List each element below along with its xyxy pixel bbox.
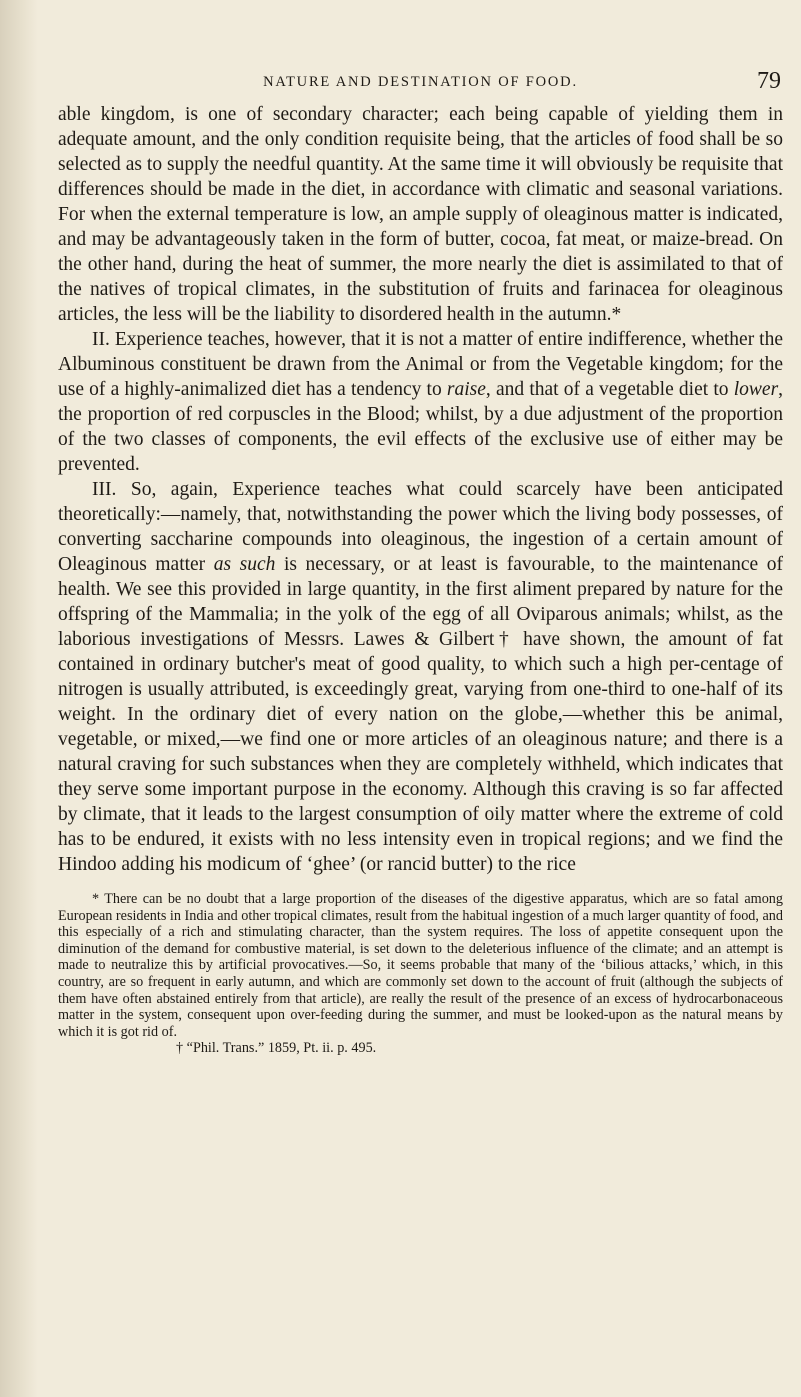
paragraph-2-text-a: Experience teaches, however, that it is not a matter of entire indifference, whether the Albuminous constituent be drawn from the Animal or from the Vegetable kingdom; for the use of a highly-animalized diet has a tendency to [58,329,783,400]
body-text [58,102,783,877]
paragraph-3-text-a: So, again, Experience teaches what could scarcely have been anticipated theoretically:—namely, that, notwithstanding the power which the living body possesses, of converting saccharine compounds into oleaginous, the ingestion of a certain amount of Oleaginous matter [58,479,784,575]
book-page [58,68,783,1057]
paragraph-3-text-b: is necessary, or at least is favourable, to the maintenance of health. We see this provided in large quantity, in the first aliment prepared by nature for the offspring of the Mammalia; in the yolk of the egg of all Oviparous animals; whilst, as the laborious investigations of Messrs. Lawes & Gilbert† have shown, the amount of fat contained in ordinary butcher's meat of good quality, to which such a high per-centage of nitrogen is usually attributed, is exceedingly great, varying from one-third to one-half of its weight. In the ordinary diet of every nation on the globe,—whether this be animal, vegetable, or mixed,—we find one or more articles of an oleaginous nature; and there is a natural craving for such substances when they are completely withheld, which indicates that they serve some important purpose in the economy. Although this craving is so far affected by climate, that it leads to the largest consumption of oily matter where the extreme of cold has to be endured, it exists with no less intensity even in tropical regions; and we find the Hindoo adding his modicum of ‘ghee’ (or rancid butter) to the rice [58,554,783,875]
page-number: 79 [757,68,781,94]
paragraph-3-as-such: as such [213,554,276,575]
page-header [58,68,783,102]
paragraph-3-number: III. [92,479,117,500]
paragraph-2-number: II. [92,329,110,350]
paragraph-2 [58,327,783,477]
paragraph-2-raise: raise [446,379,486,400]
paragraph-3 [58,477,783,877]
footnote-1: * There can be no doubt that a large proportion of the diseases of the digestive apparatus, which are so fatal among European residents in India and other tropical climates, result from the habitual ingestion of a much larger quantity of food, and this especially of a rich and stimulating character, than the system requires. The loss of appetite consequent upon the diminution of the demand for combustive material, is set down to the deleterious influence of the climate; and an attempt is made to neutralize this by artificial provocatives.—So, it seems probable that many of the ‘bilious attacks,’ which, in this country, are so frequent in early autumn, and which are commonly set down to the account of fruit (although the subjects of them have often abstained entirely from that article), are really the result of the presence of an excess of hydrocarbonaceous matter in the system, consequent upon over-feeding during the summer, and must be looked-upon as the natural means by which it is got rid of. [58,891,783,1040]
paragraph-2-lower: lower [733,379,779,400]
paragraph-2-text-c: , the proportion of red corpuscles in the Blood; whilst, by a due adjustment of the proportion of the two classes of components, the evil effects of the exclusive use of either may be prevented. [58,379,784,475]
footnotes [58,891,783,1057]
running-head: NATURE AND DESTINATION OF FOOD. [263,74,578,90]
paragraph-1: able kingdom, is one of secondary character; each being capable of yielding them in adequate amount, and the only condition requisite being, that the articles of food shall be so selected as to supply the needful quantity. At the same time it will obviously be requisite that differences should be made in the diet, in accordance with climatic and seasonal variations. For when the external temperature is low, an ample supply of oleaginous matter is indicated, and may be advantageously taken in the form of butter, cocoa, fat meat, or maize-bread. On the other hand, during the heat of summer, the more nearly the diet is assimilated to that of the natives of tropical climates, in the substitution of fruits and farinacea for oleaginous articles, the less will be the liability to disordered health in the autumn.* [58,104,783,325]
footnote-2: † “Phil. Trans.” 1859, Pt. ii. p. 495. [176,1040,377,1057]
book-binding-edge [0,0,38,1397]
paragraph-2-text-b: , and that of a vegetable diet to [485,379,729,400]
